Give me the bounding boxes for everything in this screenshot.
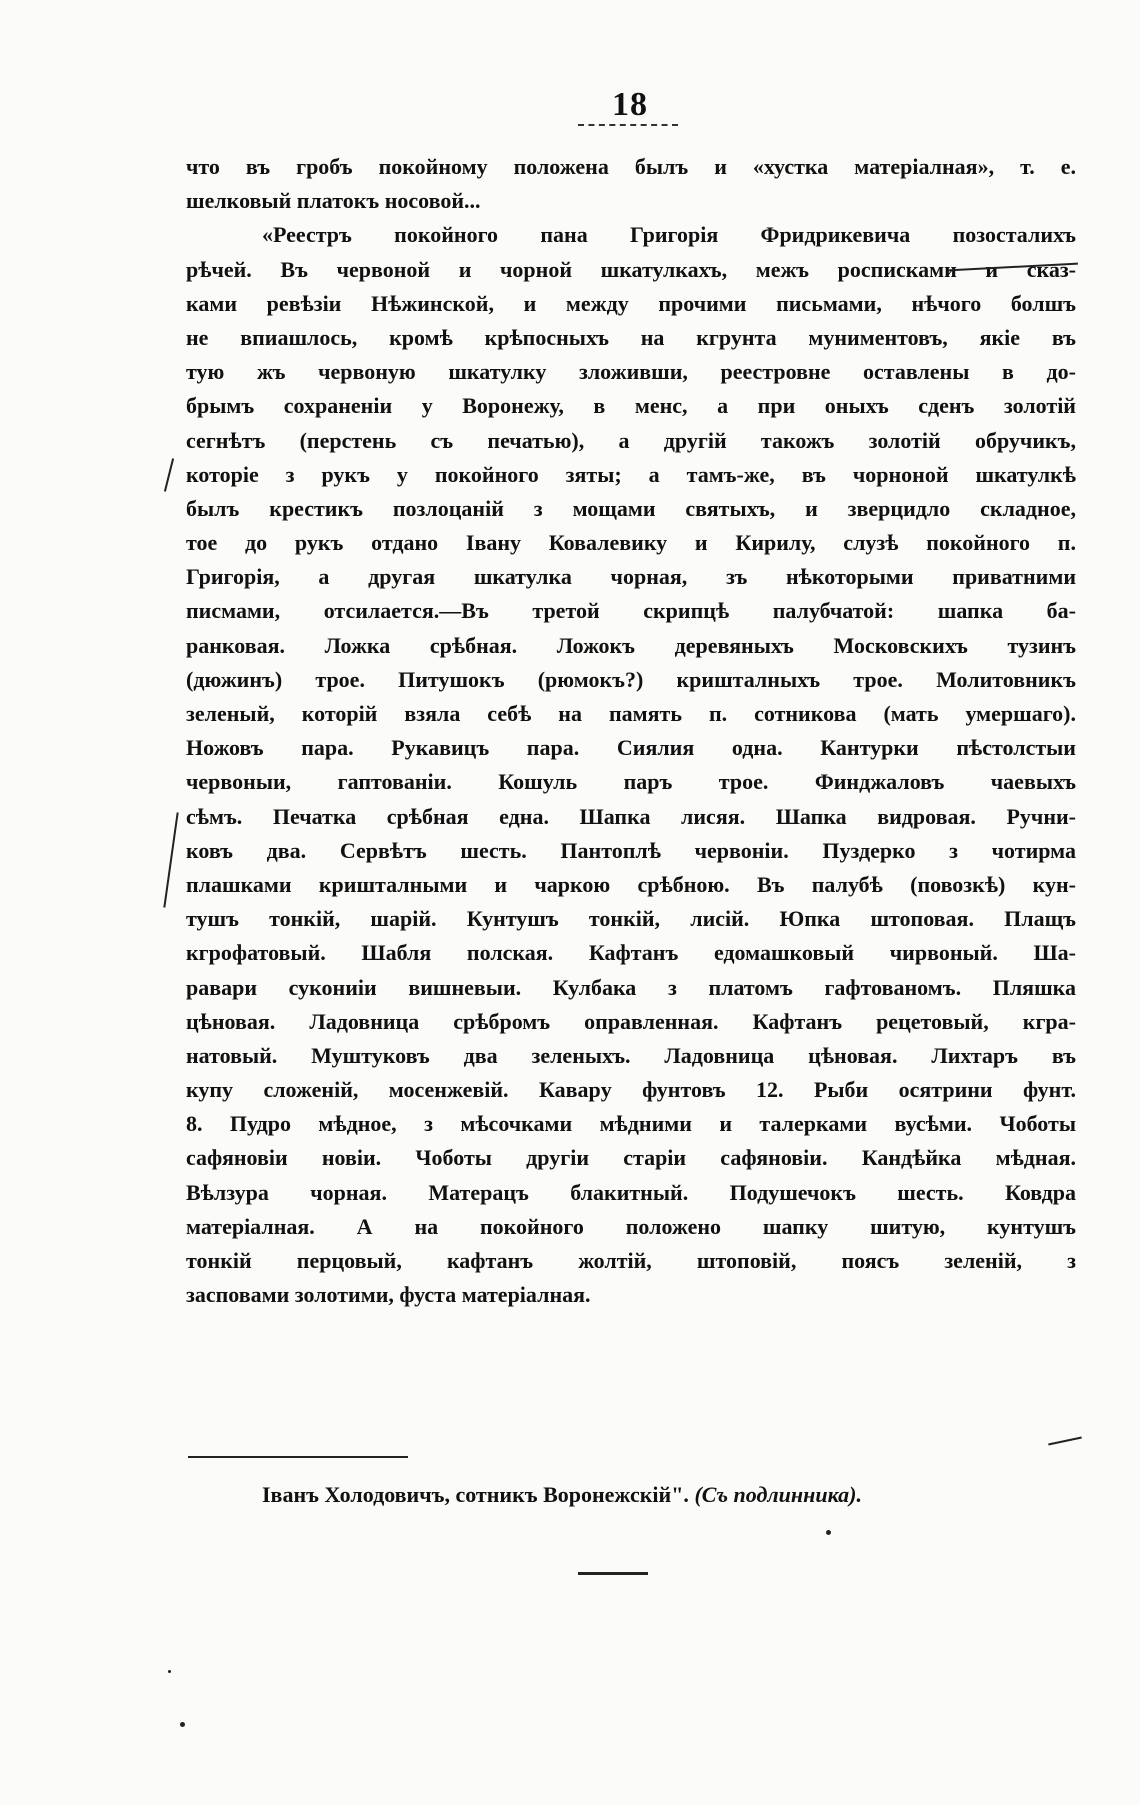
text-line: шелковый платокъ носовой...	[186, 188, 481, 214]
speck	[180, 1722, 185, 1727]
page-number: 18	[612, 86, 648, 123]
margin-mark	[164, 458, 174, 491]
text-line: тую жъ червоную шкатулку зложивши, реестровне оставлены в до-	[186, 359, 1076, 385]
text-line: зеленый, которій взяла себѣ на память п. сотникова (мать умершаго).	[186, 701, 1076, 726]
text-line: тонкій перцовый, кафтанъ жолтій, штоповій, поясъ зеленій, з	[186, 1248, 1076, 1273]
text-line: былъ крестикъ позлоцаній з мощами святыхъ, и зверцидло складное,	[186, 495, 1076, 521]
speck	[826, 1530, 831, 1535]
text-line: тушъ тонкій, шарій. Кунтушъ тонкій, лисій. Юпка штоповая. Плащъ	[186, 906, 1076, 932]
source-note: (Съ подлинника).	[694, 1482, 863, 1507]
text-line: Григорія, а другая шкатулка чорная, зъ нѣкоторыми приватними	[186, 564, 1076, 590]
text-line: что въ гробъ покойному положена былъ и «хустка матеріалная», т. е.	[186, 154, 1076, 179]
page-number-rule	[578, 124, 678, 126]
text-line: плашками кришталными и чаркою срѣбною. Въ палубѣ (повозкѣ) кун-	[186, 871, 1076, 897]
pencil-underline	[188, 1456, 408, 1458]
text-line: сафяновіи новіи. Чоботы другіи старіи сафяновіи. Кандѣйка мѣдная.	[186, 1145, 1076, 1171]
text-line: тое до рукъ отдано Івану Ковалевику и Кирилу, слузѣ покойного п.	[186, 530, 1076, 556]
text-line: (дюжинъ) трое. Питушокъ (рюмокъ?) кришталныхъ трое. Молитовникъ	[186, 666, 1076, 692]
signature-line	[262, 1482, 1062, 1508]
text-line: кгрофатовый. Шабля полская. Кафтанъ едомашковый чирвоный. Ша-	[186, 940, 1076, 966]
text-line: равари сукониіи вишневыи. Кулбака з платомъ гафтованомъ. Пляшка	[186, 974, 1076, 1000]
text-line: «Реестръ покойного пана Григорія Фридрикевича позосталихъ	[262, 222, 1076, 248]
text-line: ранковая. Ложка срѣбная. Ложокъ деревяныхъ Московскихъ тузинъ	[186, 632, 1076, 658]
text-line: матеріалная. А на покойного положено шапку шитую, кунтушъ	[186, 1213, 1076, 1239]
end-rule	[578, 1572, 648, 1575]
body-text	[186, 150, 1076, 1312]
text-line: сегнѣтъ (перстень съ печатью), а другій такожъ золотій обручикъ,	[186, 427, 1076, 453]
text-line: купу сложеній, мосенжевій. Каварy фунтовъ 12. Рыби осятрини фунт.	[186, 1077, 1076, 1103]
text-line: сѣмъ. Печатка срѣбная една. Шапка лисяя. Шапка видровая. Ручни-	[186, 803, 1076, 829]
text-line: 8. Пудро мѣдное, з мѣсочками мѣдними и талерками вусѣми. Чоботы	[186, 1111, 1076, 1137]
text-line: писмами, отсилается.—Въ третой скрипцѣ палубчатой: шапка ба-	[186, 598, 1076, 624]
text-line: Ножовъ пара. Рукавицъ пара. Сиялия одна. Кантурки пѣстолстыи	[186, 735, 1076, 761]
text-line: червоныи, гаптованіи. Кошуль паръ трое. Финджаловъ чаевыхъ	[186, 769, 1076, 795]
speck	[168, 1670, 171, 1673]
text-line: цѣновая. Ладовница срѣбромъ оправленная. Кафтанъ рецетовый, кгра-	[186, 1008, 1076, 1034]
text-line: Вѣлзура чорная. Матерацъ блакитный. Подушечокъ шесть. Ковдра	[186, 1179, 1076, 1205]
text-line: ковъ два. Сервѣтъ шесть. Пантоплѣ червоніи. Пуздерко з чотирма	[186, 837, 1076, 863]
text-line: натовый. Муштуковъ два зеленыхъ. Ладовница цѣновая. Лихтаръ въ	[186, 1042, 1076, 1068]
signature-text: Іванъ Холодовичъ, сотникъ Воронежскій".	[262, 1482, 695, 1507]
text-line: рѣчей. Въ червоной и чорной шкатулкахъ, межъ росписками и сказ-	[186, 256, 1076, 282]
text-line: ками ревѣзіи Нѣжинской, и между прочими письмами, нѣчого болшъ	[186, 290, 1076, 316]
pencil-underline	[1048, 1436, 1082, 1445]
margin-mark	[163, 812, 178, 907]
text-line: не впиашлось, кромѣ крѣпосныхъ на кгрунта муниментовъ, якіе въ	[186, 324, 1076, 350]
text-line: которіе з рукъ у покойного зяты; а тамъ-же, въ чорноной шкатулкѣ	[186, 461, 1076, 487]
text-line: засповами золотими, фуста матеріалная.	[186, 1282, 591, 1308]
text-line: брымъ сохраненіи у Воронежу, в менс, а при оныхъ сденъ золотій	[186, 393, 1076, 419]
